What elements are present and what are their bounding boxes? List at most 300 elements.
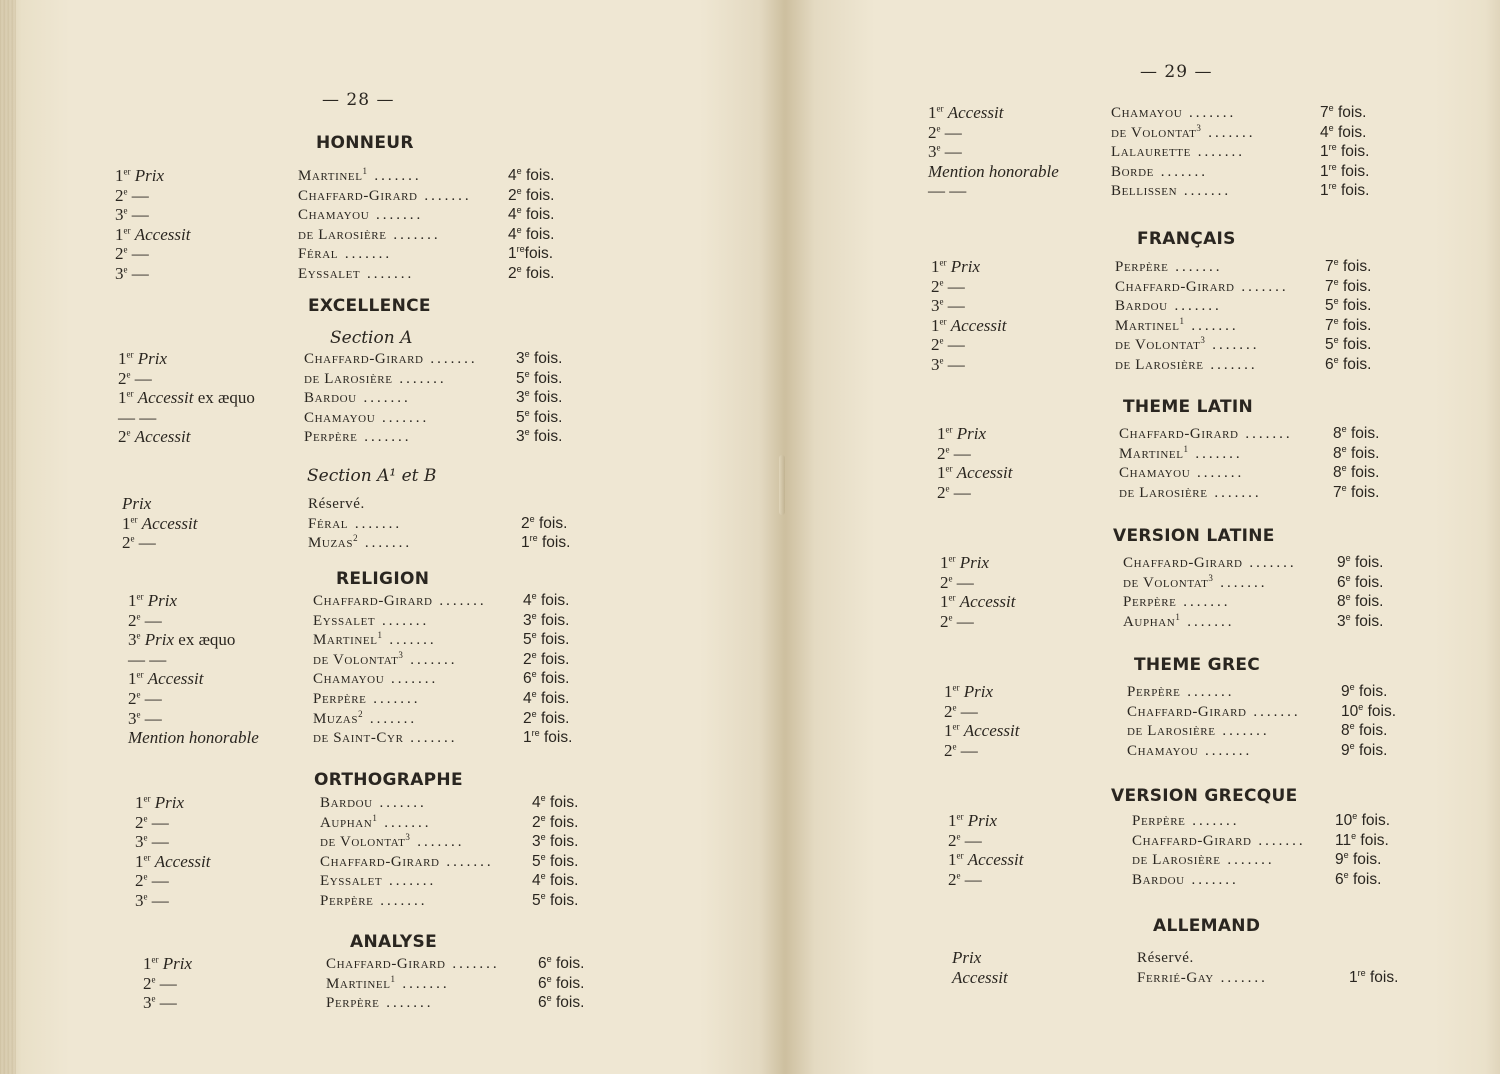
times-suffix: fois. [536, 650, 570, 668]
times-ordinal: e [1345, 611, 1351, 622]
times-suffix: fois. [536, 631, 570, 649]
times-ordinal: e [1345, 572, 1351, 583]
times-ordinal: e [540, 812, 546, 823]
leader-dots: ....... [410, 834, 465, 851]
rank-sup: e [143, 832, 148, 843]
times-count [1325, 277, 1371, 297]
leader-dots: ....... [1184, 317, 1239, 334]
rank-italic: Accessit [147, 669, 204, 689]
rank-label [128, 709, 162, 729]
times-number: 3 [1337, 612, 1346, 630]
student-name-text: Perpère [313, 691, 367, 707]
student-name [313, 728, 458, 748]
rank-sup: e [151, 973, 156, 984]
student-name-text: Bardou [320, 795, 373, 811]
times-ordinal: re [531, 728, 540, 739]
footnote-mark: 3 [1196, 122, 1202, 133]
times-suffix: fois. [521, 225, 555, 243]
times-suffix: fois. [536, 592, 570, 609]
rank-label [940, 573, 974, 593]
student-name [313, 709, 417, 729]
rank-italic: Accessit [137, 388, 194, 408]
rank-label [928, 181, 966, 201]
student-name [1127, 721, 1270, 741]
leader-dots: ....... [1207, 484, 1262, 501]
rank-sup: e [939, 296, 944, 307]
times-suffix: fois. [1346, 483, 1380, 501]
times-ordinal: e [531, 630, 537, 641]
times-ordinal: e [1333, 315, 1339, 326]
times-count [1325, 296, 1371, 316]
student-name [304, 349, 478, 369]
student-name [320, 871, 436, 891]
student-name-text: Chaffard-Girard [320, 853, 440, 870]
footnote-mark: 3 [405, 832, 411, 843]
times-count [1341, 721, 1387, 741]
times-number: 3 [516, 389, 525, 407]
rank-italic: Prix [952, 948, 982, 967]
student-name-text: Lalaurette [1111, 144, 1191, 160]
times-ordinal: re [1328, 161, 1337, 172]
leader-dots: ....... [1251, 832, 1306, 849]
rank-label [115, 186, 149, 206]
times-number: 9 [1341, 683, 1350, 700]
times-ordinal: re [1328, 141, 1337, 152]
times-number: 4 [532, 872, 541, 890]
rank-label [115, 264, 149, 284]
rank-label [944, 721, 1019, 741]
leader-dots: ....... [1190, 144, 1245, 160]
times-suffix: fois. [1338, 258, 1372, 275]
rank-sup: e [939, 276, 944, 287]
leader-dots: ....... [1215, 723, 1270, 739]
student-name-text: Chamayou [1127, 742, 1199, 759]
rank-italic: Accessit [950, 315, 1007, 335]
leader-dots: ....... [373, 893, 428, 909]
rank-text: — — [128, 649, 167, 669]
times-ordinal: e [1352, 810, 1358, 821]
times-count [1337, 592, 1383, 612]
leader-dots: ....... [382, 873, 437, 890]
rank-text: 2 [937, 443, 946, 463]
leader-dots: ....... [384, 671, 439, 688]
times-suffix: fois. [545, 852, 579, 870]
times-suffix: fois. [545, 833, 579, 851]
student-name [1132, 831, 1306, 851]
times-count [523, 591, 569, 611]
section-title: ALLEMAND [1153, 916, 1261, 936]
student-name-text: Martinel [326, 975, 391, 992]
leader-dots: ....... [382, 632, 437, 649]
times-number: 3 [523, 611, 532, 629]
times-count [532, 871, 578, 891]
rank-text: — — [118, 407, 157, 427]
student-name [326, 993, 434, 1013]
leader-dots: ....... [375, 409, 430, 426]
rank-sup: e [952, 740, 957, 751]
rank-text: 1 [115, 166, 124, 185]
times-number: 4 [508, 225, 517, 243]
times-number: 8 [1333, 464, 1342, 481]
times-count [516, 388, 562, 408]
footnote-mark: 1 [390, 973, 396, 984]
rank-label [948, 831, 982, 851]
student-name-text: Chaffard-Girard [1132, 832, 1252, 849]
times-suffix: fois. [1354, 722, 1388, 739]
rank-italic: Accessit [947, 103, 1004, 122]
rank-italic: Prix [147, 591, 178, 610]
footnote-mark: 3 [398, 649, 404, 660]
times-ordinal: e [531, 649, 537, 660]
times-count [516, 369, 562, 389]
student-name-text: Perpère [1132, 813, 1186, 829]
footnote-mark: 1 [362, 166, 368, 176]
rank-sup: e [136, 630, 141, 641]
times-count [538, 954, 584, 974]
rank-text: 1 [940, 553, 949, 572]
student-name-text: Perpère [1127, 684, 1181, 700]
rank-label [948, 811, 997, 831]
student-name-text: de Larosière [1132, 852, 1221, 868]
rank-text: 2 [937, 482, 946, 502]
times-count [508, 244, 553, 264]
times-suffix: fois. [1346, 425, 1380, 442]
times-ordinal: e [1333, 256, 1339, 267]
leader-dots: ....... [403, 730, 458, 747]
leader-dots: ....... [372, 795, 427, 811]
times-count [1325, 257, 1371, 277]
leader-dots: ....... [1242, 555, 1297, 571]
rank-text: 2 [928, 122, 937, 142]
rank-text: — [147, 812, 169, 832]
times-count [1320, 162, 1369, 182]
rank-text: — [127, 264, 149, 283]
footnote-mark: 1 [1183, 443, 1189, 454]
rank-label [948, 850, 1023, 870]
rank-text: 2 [118, 427, 127, 447]
rank-sup: e [936, 142, 941, 153]
student-name [1123, 592, 1231, 612]
rank-sup: e [939, 354, 944, 365]
rank-sup: er [948, 592, 956, 603]
times-ordinal: e [540, 851, 546, 862]
leader-dots: ....... [1198, 742, 1253, 759]
rank-text: 3 [135, 891, 144, 910]
times-number: 5 [1325, 297, 1334, 314]
rank-italic: Prix [963, 682, 994, 701]
student-name-text: Auphan [320, 814, 373, 831]
rank-italic: Prix [967, 811, 998, 830]
times-ordinal: e [1343, 849, 1349, 860]
times-number: 5 [516, 369, 525, 387]
leader-dots: ....... [338, 246, 393, 263]
times-count [521, 514, 567, 534]
times-count [1337, 612, 1383, 632]
rank-label [143, 993, 177, 1013]
student-name [1115, 296, 1222, 316]
student-name [1123, 612, 1234, 632]
times-number: 1 [1320, 182, 1329, 199]
footnote-mark: 1 [1179, 315, 1185, 326]
times-ordinal: e [1349, 720, 1355, 731]
rank-text: 1 [937, 424, 946, 443]
leader-dots: ....... [1213, 574, 1268, 591]
times-ordinal: e [1349, 740, 1355, 751]
rank-sup: e [123, 264, 128, 275]
subsection-title: Section A¹ et B [307, 466, 437, 486]
student-name [1111, 103, 1236, 123]
section-title: FRANÇAIS [1137, 229, 1236, 249]
leader-dots: ....... [366, 691, 421, 707]
rank-text: — — [928, 181, 967, 200]
rank-italic: Prix [122, 494, 152, 513]
leader-dots: ....... [432, 593, 487, 609]
rank-label [940, 553, 989, 573]
student-name [298, 186, 472, 206]
student-name-text: Bellissen [1111, 183, 1178, 199]
leader-dots: ....... [357, 429, 412, 446]
leader-dots: ....... [1188, 445, 1243, 462]
rank-text: — [956, 740, 978, 760]
times-number: 4 [523, 592, 532, 609]
times-number: 4 [508, 167, 517, 184]
times-number: 6 [1325, 355, 1334, 373]
times-suffix: fois. [1348, 870, 1382, 888]
times-ordinal: e [516, 205, 522, 216]
times-suffix: fois. [529, 369, 563, 387]
rank-label [115, 225, 190, 245]
rank-text: 3 [128, 708, 137, 728]
rank-label [118, 388, 255, 408]
student-name [1119, 483, 1262, 503]
rank-label [944, 682, 993, 702]
times-ordinal: e [516, 165, 522, 176]
student-name [1111, 123, 1256, 143]
times-suffix: fois. [537, 534, 571, 552]
rank-sup: e [945, 443, 950, 454]
rank-text: 3 [115, 264, 124, 283]
times-count [523, 728, 572, 748]
rank-text: — [943, 354, 965, 374]
times-count [1337, 553, 1383, 573]
rank-sup: e [123, 244, 128, 255]
times-count [523, 650, 569, 670]
student-name-text: Perpère [304, 429, 358, 446]
leader-dots: ....... [1180, 613, 1235, 630]
student-name [1111, 181, 1231, 201]
student-name [304, 369, 447, 389]
times-number: 2 [532, 813, 541, 831]
times-number: 4 [523, 690, 532, 707]
rank-text: 2 [940, 611, 949, 631]
rank-text: 2 [115, 244, 124, 264]
times-count [516, 408, 562, 428]
rank-label [128, 669, 203, 689]
rank-text: 1 [944, 721, 953, 740]
student-name-text: Eyssalet [313, 612, 376, 629]
rank-label [937, 483, 971, 503]
section-title: THEME LATIN [1123, 397, 1254, 417]
student-name-text: Auphan [1123, 613, 1176, 630]
times-suffix: fois. [539, 729, 573, 747]
times-count [1341, 741, 1387, 761]
rank-sup: e [130, 533, 135, 544]
leader-dots: ....... [377, 814, 432, 831]
rank-label [122, 533, 156, 553]
leader-dots: ....... [1220, 852, 1275, 868]
student-name-text: Chaffard-Girard [313, 593, 433, 609]
rank-text: — [956, 701, 978, 721]
times-ordinal: e [1341, 443, 1347, 454]
rank-italic: Prix [134, 166, 165, 185]
times-suffix: fois. [545, 813, 579, 831]
rank-sup: e [123, 185, 128, 196]
rank-label [937, 444, 971, 464]
student-name-text: Réservé. [308, 496, 365, 512]
rank-label [118, 369, 152, 389]
student-name [1115, 335, 1260, 355]
rank-label [135, 813, 169, 833]
times-number: 4 [532, 794, 541, 811]
times-suffix: fois. [529, 389, 563, 407]
times-suffix: fois. [536, 709, 570, 727]
student-name-text: de Larosière [298, 226, 387, 243]
times-count [523, 611, 569, 631]
student-name-text: Chaffard-Girard [1127, 703, 1247, 720]
rank-text: 1 [931, 315, 940, 335]
rank-text: 1 [944, 682, 953, 701]
times-number: 1 [1320, 162, 1329, 180]
rank-label [931, 277, 965, 297]
times-count [1335, 831, 1389, 851]
rank-text: 3 [931, 354, 940, 374]
rank-label [135, 891, 169, 911]
rank-italic: Accessit [134, 224, 191, 244]
rank-label [948, 870, 982, 890]
times-number: 1 [523, 729, 532, 747]
student-name [1119, 424, 1293, 444]
student-name [304, 408, 429, 428]
student-name [1119, 444, 1243, 464]
times-count [1320, 123, 1366, 143]
student-name [1137, 948, 1194, 968]
rank-sup: e [936, 122, 941, 133]
rank-text: — [147, 871, 169, 891]
times-number: 4 [508, 206, 517, 224]
times-ordinal: e [516, 224, 522, 235]
rank-text: — [960, 830, 982, 850]
rank-text: — [127, 185, 149, 205]
times-ordinal: e [1341, 482, 1347, 493]
rank-italic: Accessit [956, 463, 1013, 482]
student-name-text: Martinel [1115, 317, 1180, 334]
student-name-text: Perpère [1123, 594, 1177, 610]
rank-text: 2 [931, 335, 940, 354]
leader-dots: ....... [392, 370, 447, 387]
times-number: 6 [538, 994, 547, 1012]
leader-dots: ....... [1246, 703, 1301, 720]
times-count [521, 533, 570, 553]
rank-sup: e [151, 993, 156, 1004]
times-ordinal: re [516, 244, 525, 255]
rank-label [115, 244, 149, 264]
student-name-text: Chamayou [313, 671, 385, 688]
student-name [326, 954, 500, 974]
rank-label [928, 103, 1003, 123]
rank-label [952, 968, 1008, 988]
rank-sup: er [143, 852, 151, 863]
rank-label [115, 166, 164, 186]
rank-text: 1 [118, 388, 127, 408]
student-name [1115, 355, 1258, 375]
times-count [516, 349, 562, 369]
times-number: 2 [521, 514, 530, 532]
rank-label [128, 650, 166, 670]
rank-italic: Prix [956, 424, 987, 443]
student-name [304, 427, 412, 447]
section-title: THEME GREC [1134, 655, 1261, 675]
times-count [523, 630, 569, 650]
student-name-text: Réservé. [1137, 950, 1194, 966]
times-ordinal: e [1333, 295, 1339, 306]
times-number: 6 [523, 670, 532, 688]
leader-dots: ....... [1201, 124, 1256, 141]
student-name-text: Bardou [1132, 871, 1185, 888]
times-ordinal: e [1343, 869, 1349, 880]
student-name [1115, 257, 1223, 277]
leader-dots: ....... [423, 351, 478, 367]
rank-text: — [940, 142, 962, 161]
rank-label [940, 592, 1015, 612]
times-suffix: fois. [521, 265, 555, 282]
times-count [1337, 573, 1383, 593]
times-count [538, 993, 584, 1013]
student-name [1127, 702, 1301, 722]
rank-text: — [940, 122, 962, 142]
times-suffix: fois. [1336, 162, 1370, 180]
student-name [1123, 553, 1297, 573]
student-name [1137, 968, 1268, 988]
rank-sup: er [126, 349, 134, 360]
rank-sup: er [939, 257, 947, 268]
times-count [532, 852, 578, 872]
leader-dots: ....... [369, 207, 424, 224]
times-suffix: fois. [545, 872, 579, 890]
rank-text: 3 [928, 142, 937, 161]
times-ordinal: e [524, 348, 530, 359]
student-name [298, 264, 414, 284]
times-count [532, 813, 578, 833]
rank-text: 2 [135, 871, 144, 891]
student-name [1119, 463, 1244, 483]
rank-label [118, 349, 167, 369]
rank-sup: er [945, 463, 953, 474]
leader-dots: ....... [379, 995, 434, 1012]
section-title: ORTHOGRAPHE [314, 770, 463, 790]
rank-text: 1 [948, 850, 957, 869]
rank-italic: Accessit [141, 513, 198, 533]
rank-italic: Prix [154, 793, 185, 812]
times-ordinal: e [540, 871, 546, 882]
times-number: 5 [516, 408, 525, 426]
footnote-mark: 1 [372, 812, 378, 823]
times-suffix: fois. [1354, 683, 1388, 700]
times-number: 11 [1335, 831, 1352, 849]
times-suffix: fois. [1333, 104, 1367, 121]
rank-text: 2 [940, 572, 949, 592]
times-count [516, 427, 562, 447]
student-name-text: Eyssalet [298, 266, 361, 282]
